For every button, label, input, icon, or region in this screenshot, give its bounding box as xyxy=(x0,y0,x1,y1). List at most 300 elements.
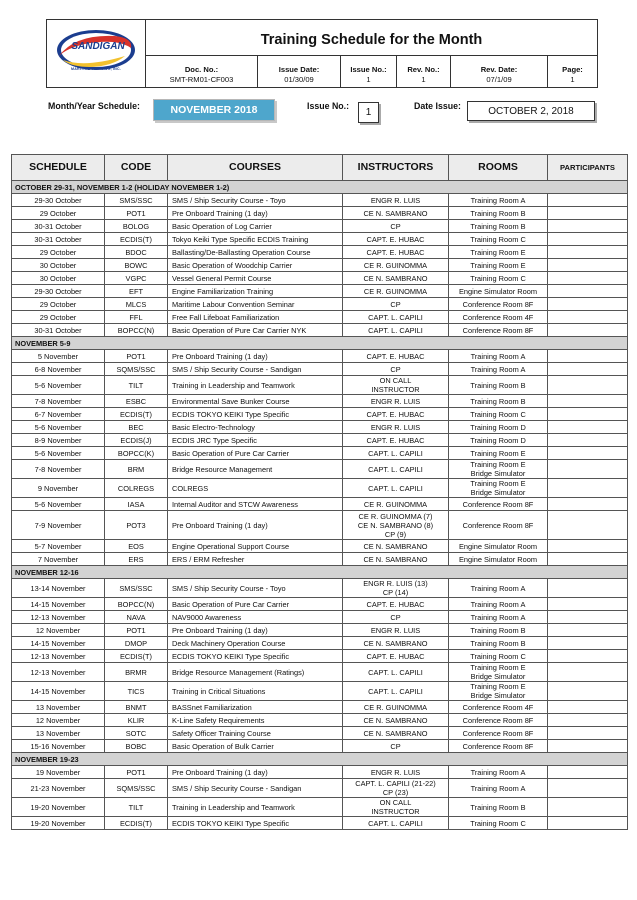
participants-cell xyxy=(548,233,628,246)
room-cell: Training Room E Bridge Simulator xyxy=(449,460,548,479)
instructor-cell: CP xyxy=(343,298,449,311)
section-title: OCTOBER 29-31, NOVEMBER 1-2 (HOLIDAY NOVEMBER 1-2) xyxy=(12,181,628,194)
table-row xyxy=(12,324,628,337)
date-issue-label: Date Issue: xyxy=(414,101,461,111)
instructor-cell: CAPT. E. HUBAC xyxy=(343,246,449,259)
code-cell: BOBC xyxy=(105,740,168,753)
code-cell: EOS xyxy=(105,540,168,553)
course-cell: Pre Onboard Training (1 day) xyxy=(168,624,343,637)
course-cell: Basic Operation of Log Carrier xyxy=(168,220,343,233)
table-row xyxy=(12,220,628,233)
participants-cell xyxy=(548,766,628,779)
code-cell: BNMT xyxy=(105,701,168,714)
instructor-cell: CAPT. E. HUBAC xyxy=(343,350,449,363)
schedule-cell: 7-8 November xyxy=(12,460,105,479)
participants-cell xyxy=(548,246,628,259)
meta-label: Doc. No.: xyxy=(184,65,219,74)
participants-cell xyxy=(548,350,628,363)
table-row xyxy=(12,779,628,798)
participants-cell xyxy=(548,259,628,272)
room-cell: Training Room B xyxy=(449,798,548,817)
room-cell: Conference Room 8F xyxy=(449,740,548,753)
company-logo xyxy=(55,26,137,80)
code-cell: MLCS xyxy=(105,298,168,311)
schedule-table xyxy=(11,154,628,830)
code-cell: ESBC xyxy=(105,395,168,408)
schedule-cell: 30-31 October xyxy=(12,220,105,233)
participants-cell xyxy=(548,553,628,566)
header-courses: COURSES xyxy=(168,155,343,181)
instructor-cell: CE R. GUINOMMA xyxy=(343,285,449,298)
schedule-cell: 14-15 November xyxy=(12,598,105,611)
table-row xyxy=(12,650,628,663)
participants-cell xyxy=(548,376,628,395)
schedule-cell: 29-30 October xyxy=(12,194,105,207)
course-cell: NAV9000 Awareness xyxy=(168,611,343,624)
code-cell: TICS xyxy=(105,682,168,701)
participants-cell xyxy=(548,479,628,498)
participants-cell xyxy=(548,663,628,682)
schedule-cell: 13 November xyxy=(12,727,105,740)
participants-cell xyxy=(548,447,628,460)
table-row xyxy=(12,714,628,727)
title-cell xyxy=(146,20,597,56)
code-cell: BOPCC(N) xyxy=(105,324,168,337)
participants-cell xyxy=(548,220,628,233)
course-cell: BASSnet Familiarization xyxy=(168,701,343,714)
course-cell: ECDIS TOKYO KEIKI Type Specific xyxy=(168,408,343,421)
schedule-cell: 5-6 November xyxy=(12,421,105,434)
course-cell: SMS / Ship Security Course - Sandigan xyxy=(168,779,343,798)
section-header-row xyxy=(12,753,628,766)
participants-cell xyxy=(548,650,628,663)
table-row xyxy=(12,766,628,779)
participants-cell xyxy=(548,460,628,479)
instructor-cell: CP xyxy=(343,220,449,233)
section-header-row xyxy=(12,566,628,579)
code-cell: FFL xyxy=(105,311,168,324)
room-cell: Training Room C xyxy=(449,233,548,246)
schedule-cell: 14-15 November xyxy=(12,682,105,701)
schedule-cell: 8-9 November xyxy=(12,434,105,447)
instructor-cell: CE R. GUINOMMA xyxy=(343,259,449,272)
room-cell: Engine Simulator Room xyxy=(449,285,548,298)
meta-label: Rev. No.: xyxy=(407,65,440,74)
course-cell: Training in Leadership and Teamwork xyxy=(168,798,343,817)
issue-no-value: 1 xyxy=(358,102,379,123)
table-row xyxy=(12,817,628,830)
schedule-cell: 5-6 November xyxy=(12,376,105,395)
logo-text: SANDIGAN xyxy=(71,41,125,52)
code-cell: ECDIS(T) xyxy=(105,408,168,421)
participants-cell xyxy=(548,434,628,447)
instructor-cell: CAPT. E. HUBAC xyxy=(343,233,449,246)
schedule-cell: 19-20 November xyxy=(12,798,105,817)
schedule-cell: 21-23 November xyxy=(12,779,105,798)
room-cell: Training Room A xyxy=(449,766,548,779)
schedule-cell: 30-31 October xyxy=(12,324,105,337)
course-cell: Basic Operation of Pure Car Carrier xyxy=(168,598,343,611)
participants-cell xyxy=(548,207,628,220)
code-cell: BEC xyxy=(105,421,168,434)
schedule-cell: 29 October xyxy=(12,246,105,259)
instructor-cell: CP xyxy=(343,363,449,376)
page-title: Training Schedule for the Month xyxy=(260,32,483,48)
participants-cell xyxy=(548,817,628,830)
course-cell: Vessel General Permit Course xyxy=(168,272,343,285)
course-cell: Tokyo Keiki Type Specific ECDIS Training xyxy=(168,233,343,246)
instructor-cell: CAPT. L. CAPILI (21-22) CP (23) xyxy=(343,779,449,798)
course-cell: COLREGS xyxy=(168,479,343,498)
schedule-cell: 19 November xyxy=(12,766,105,779)
instructor-cell: CE R. GUINOMMA xyxy=(343,498,449,511)
code-cell: TILT xyxy=(105,376,168,395)
course-cell: Basic Operation of Pure Car Carrier xyxy=(168,447,343,460)
code-cell: ECDIS(J) xyxy=(105,434,168,447)
date-issue-value: OCTOBER 2, 2018 xyxy=(467,101,595,121)
code-cell: BOPCC(K) xyxy=(105,447,168,460)
code-cell: BDOC xyxy=(105,246,168,259)
course-cell: Pre Onboard Training (1 day) xyxy=(168,207,343,220)
room-cell: Conference Room 8F xyxy=(449,298,548,311)
instructor-cell: CAPT. E. HUBAC xyxy=(343,408,449,421)
room-cell: Training Room E xyxy=(449,246,548,259)
course-cell: Engine Familiarization Training xyxy=(168,285,343,298)
table-row xyxy=(12,553,628,566)
table-row xyxy=(12,285,628,298)
room-cell: Conference Room 8F xyxy=(449,498,548,511)
room-cell: Conference Room 8F xyxy=(449,727,548,740)
table-row xyxy=(12,637,628,650)
participants-cell xyxy=(548,408,628,421)
course-cell: Internal Auditor and STCW Awareness xyxy=(168,498,343,511)
course-cell: Maritime Labour Convention Seminar xyxy=(168,298,343,311)
table-row xyxy=(12,376,628,395)
course-cell: ECDIS JRC Type Specific xyxy=(168,434,343,447)
participants-cell xyxy=(548,682,628,701)
participants-cell xyxy=(548,285,628,298)
schedule-cell: 12-13 November xyxy=(12,663,105,682)
schedule-cell: 5 November xyxy=(12,350,105,363)
section-header-row xyxy=(12,181,628,194)
table-row xyxy=(12,259,628,272)
code-cell: NAVA xyxy=(105,611,168,624)
logo-subtext: MARITIME TRAINING, INC. xyxy=(71,67,121,71)
table-row xyxy=(12,311,628,324)
instructor-cell: CE N. SAMBRANO xyxy=(343,727,449,740)
schedule-cell: 7-9 November xyxy=(12,511,105,540)
course-cell: Engine Operational Support Course xyxy=(168,540,343,553)
room-cell: Conference Room 8F xyxy=(449,324,548,337)
schedule-cell: 6-7 November xyxy=(12,408,105,421)
course-cell: Basic Operation of Pure Car Carrier NYK xyxy=(168,324,343,337)
instructor-cell: CAPT. L. CAPILI xyxy=(343,682,449,701)
participants-cell xyxy=(548,272,628,285)
schedule-cell: 19-20 November xyxy=(12,817,105,830)
table-body xyxy=(12,181,628,830)
meta-doc-no xyxy=(146,56,258,87)
participants-cell xyxy=(548,740,628,753)
instructor-cell: CAPT. L. CAPILI xyxy=(343,460,449,479)
code-cell: TILT xyxy=(105,798,168,817)
room-cell: Training Room A xyxy=(449,194,548,207)
schedule-cell: 9 November xyxy=(12,479,105,498)
section-title: NOVEMBER 12-16 xyxy=(12,566,628,579)
code-cell: POT3 xyxy=(105,511,168,540)
meta-value: SMT-RM01-CF003 xyxy=(169,75,234,84)
code-cell: SMS/SSC xyxy=(105,194,168,207)
table-row xyxy=(12,579,628,598)
schedule-cell: 5-6 November xyxy=(12,447,105,460)
room-cell: Training Room E xyxy=(449,259,548,272)
table-row xyxy=(12,233,628,246)
room-cell: Training Room A xyxy=(449,350,548,363)
participants-cell xyxy=(548,511,628,540)
room-cell: Training Room B xyxy=(449,220,548,233)
meta-value: 07/1/09 xyxy=(486,75,512,84)
participants-cell xyxy=(548,363,628,376)
table-row xyxy=(12,408,628,421)
table-row xyxy=(12,727,628,740)
course-cell: Safety Officer Training Course xyxy=(168,727,343,740)
participants-cell xyxy=(548,701,628,714)
room-cell: Training Room A xyxy=(449,579,548,598)
table-row xyxy=(12,272,628,285)
schedule-bar xyxy=(0,99,637,125)
instructor-cell: CE N. SAMBRANO xyxy=(343,540,449,553)
table-row xyxy=(12,363,628,376)
course-cell: Pre Onboard Training (1 day) xyxy=(168,766,343,779)
table-row xyxy=(12,540,628,553)
participants-cell xyxy=(548,579,628,598)
schedule-cell: 12 November xyxy=(12,624,105,637)
logo-cell xyxy=(47,20,146,87)
code-cell: POT1 xyxy=(105,766,168,779)
instructor-cell: CAPT. L. CAPILI xyxy=(343,311,449,324)
participants-cell xyxy=(548,798,628,817)
schedule-cell: 15-16 November xyxy=(12,740,105,753)
course-cell: Ballasting/De-Ballasting Operation Course xyxy=(168,246,343,259)
participants-cell xyxy=(548,298,628,311)
document-header xyxy=(46,19,598,88)
schedule-cell: 30 October xyxy=(12,272,105,285)
issue-no-label: Issue No.: xyxy=(307,101,350,111)
course-cell: Basic Electro-Technology xyxy=(168,421,343,434)
table-row xyxy=(12,246,628,259)
code-cell: IASA xyxy=(105,498,168,511)
schedule-cell: 12-13 November xyxy=(12,611,105,624)
table-row xyxy=(12,434,628,447)
month-year-value: NOVEMBER 2018 xyxy=(153,99,275,121)
table-row xyxy=(12,447,628,460)
room-cell: Training Room B xyxy=(449,637,548,650)
participants-cell xyxy=(548,395,628,408)
schedule-cell: 5-7 November xyxy=(12,540,105,553)
code-cell: DMOP xyxy=(105,637,168,650)
table-row xyxy=(12,460,628,479)
participants-cell xyxy=(548,311,628,324)
month-year-label: Month/Year Schedule: xyxy=(48,101,140,111)
course-cell: SMS / Ship Security Course - Toyo xyxy=(168,579,343,598)
code-cell: POT1 xyxy=(105,207,168,220)
participants-cell xyxy=(548,624,628,637)
course-cell: SMS / Ship Security Course - Sandigan xyxy=(168,363,343,376)
participants-cell xyxy=(548,714,628,727)
participants-cell xyxy=(548,498,628,511)
course-cell: Pre Onboard Training (1 day) xyxy=(168,511,343,540)
table-row xyxy=(12,207,628,220)
instructor-cell: CAPT. L. CAPILI xyxy=(343,447,449,460)
course-cell: Basic Operation of Bulk Carrier xyxy=(168,740,343,753)
room-cell: Training Room A xyxy=(449,363,548,376)
meta-label: Page: xyxy=(562,65,583,74)
code-cell: BOPCC(N) xyxy=(105,598,168,611)
meta-rev-date xyxy=(451,56,548,87)
instructor-cell: ON CALL INSTRUCTOR xyxy=(343,376,449,395)
table-row xyxy=(12,350,628,363)
course-cell: SMS / Ship Security Course - Toyo xyxy=(168,194,343,207)
instructor-cell: CE R. GUINOMMA (7) CE N. SAMBRANO (8) CP (9) xyxy=(343,511,449,540)
instructor-cell: CE N. SAMBRANO xyxy=(343,553,449,566)
room-cell: Conference Room 8F xyxy=(449,714,548,727)
room-cell: Training Room B xyxy=(449,207,548,220)
instructor-cell: CAPT. L. CAPILI xyxy=(343,817,449,830)
schedule-cell: 29-30 October xyxy=(12,285,105,298)
course-cell: K-Line Safety Requirements xyxy=(168,714,343,727)
participants-cell xyxy=(548,779,628,798)
instructor-cell: CE R. GUINOMMA xyxy=(343,701,449,714)
room-cell: Training Room D xyxy=(449,421,548,434)
room-cell: Training Room E Bridge Simulator xyxy=(449,479,548,498)
course-cell: Deck Machinery Operation Course xyxy=(168,637,343,650)
room-cell: Training Room D xyxy=(449,434,548,447)
instructor-cell: CP xyxy=(343,740,449,753)
header-rooms: ROOMS xyxy=(449,155,548,181)
code-cell: BOWC xyxy=(105,259,168,272)
table-row xyxy=(12,798,628,817)
meta-value: 1 xyxy=(570,75,575,84)
instructor-cell: ON CALL INSTRUCTOR xyxy=(343,798,449,817)
room-cell: Training Room A xyxy=(449,611,548,624)
header-instructors: INSTRUCTORS xyxy=(343,155,449,181)
course-cell: ECDIS TOKYO KEIKI Type Specific xyxy=(168,650,343,663)
table-row xyxy=(12,740,628,753)
instructor-cell: CAPT. E. HUBAC xyxy=(343,434,449,447)
schedule-cell: 7-8 November xyxy=(12,395,105,408)
code-cell: BOLOG xyxy=(105,220,168,233)
room-cell: Training Room C xyxy=(449,272,548,285)
meta-value: 1 xyxy=(421,75,426,84)
header-schedule: SCHEDULE xyxy=(12,155,105,181)
table-row xyxy=(12,194,628,207)
code-cell: KLIR xyxy=(105,714,168,727)
code-cell: ECDIS(T) xyxy=(105,650,168,663)
course-cell: Pre Onboard Training (1 day) xyxy=(168,350,343,363)
instructor-cell: CAPT. E. HUBAC xyxy=(343,598,449,611)
instructor-cell: CP xyxy=(343,611,449,624)
schedule-cell: 30 October xyxy=(12,259,105,272)
instructor-cell: CAPT. L. CAPILI xyxy=(343,324,449,337)
schedule-cell: 29 October xyxy=(12,298,105,311)
table-row xyxy=(12,298,628,311)
room-cell: Conference Room 4F xyxy=(449,701,548,714)
table-row xyxy=(12,421,628,434)
code-cell: SQMS/SSC xyxy=(105,363,168,376)
room-cell: Training Room E xyxy=(449,447,548,460)
meta-page xyxy=(548,56,597,87)
schedule-cell: 14-15 November xyxy=(12,637,105,650)
header-code: CODE xyxy=(105,155,168,181)
table-row xyxy=(12,395,628,408)
room-cell: Training Room E Bridge Simulator xyxy=(449,682,548,701)
course-cell: ECDIS TOKYO KEIKI Type Specific xyxy=(168,817,343,830)
code-cell: ERS xyxy=(105,553,168,566)
code-cell: BRMR xyxy=(105,663,168,682)
meta-label: Rev. Date: xyxy=(480,65,518,74)
code-cell: ECDIS(T) xyxy=(105,817,168,830)
table-row xyxy=(12,624,628,637)
schedule-cell: 7 November xyxy=(12,553,105,566)
instructor-cell: ENGR R. LUIS xyxy=(343,766,449,779)
table-row xyxy=(12,511,628,540)
table-row xyxy=(12,663,628,682)
instructor-cell: ENGR R. LUIS xyxy=(343,421,449,434)
participants-cell xyxy=(548,324,628,337)
instructor-cell: ENGR R. LUIS (13) CP (14) xyxy=(343,579,449,598)
code-cell: VGPC xyxy=(105,272,168,285)
participants-cell xyxy=(548,637,628,650)
instructor-cell: CAPT. L. CAPILI xyxy=(343,479,449,498)
code-cell: ECDIS(T) xyxy=(105,233,168,246)
meta-value: 1 xyxy=(366,75,371,84)
schedule-cell: 12-13 November xyxy=(12,650,105,663)
room-cell: Training Room C xyxy=(449,650,548,663)
schedule-cell: 5-6 November xyxy=(12,498,105,511)
instructor-cell: ENGR R. LUIS xyxy=(343,624,449,637)
table-row xyxy=(12,611,628,624)
code-cell: POT1 xyxy=(105,624,168,637)
room-cell: Training Room A xyxy=(449,598,548,611)
room-cell: Training Room B xyxy=(449,624,548,637)
schedule-cell: 29 October xyxy=(12,207,105,220)
room-cell: Engine Simulator Room xyxy=(449,553,548,566)
schedule-cell: 30-31 October xyxy=(12,233,105,246)
course-cell: Training in Leadership and Teamwork xyxy=(168,376,343,395)
room-cell: Engine Simulator Room xyxy=(449,540,548,553)
room-cell: Training Room C xyxy=(449,817,548,830)
section-title: NOVEMBER 5-9 xyxy=(12,337,628,350)
meta-label: Issue Date: xyxy=(278,65,320,74)
room-cell: Training Room C xyxy=(449,408,548,421)
participants-cell xyxy=(548,611,628,624)
code-cell: COLREGS xyxy=(105,479,168,498)
schedule-cell: 13 November xyxy=(12,701,105,714)
room-cell: Conference Room 8F xyxy=(449,511,548,540)
code-cell: EFT xyxy=(105,285,168,298)
meta-issue-no xyxy=(341,56,397,87)
table-row xyxy=(12,598,628,611)
room-cell: Conference Room 4F xyxy=(449,311,548,324)
course-cell: Environmental Save Bunker Course xyxy=(168,395,343,408)
participants-cell xyxy=(548,421,628,434)
meta-value: 01/30/09 xyxy=(284,75,314,84)
participants-cell xyxy=(548,727,628,740)
section-header-row xyxy=(12,337,628,350)
code-cell: POT1 xyxy=(105,350,168,363)
meta-label: Issue No.: xyxy=(350,65,387,74)
room-cell: Training Room A xyxy=(449,779,548,798)
course-cell: Bridge Resource Management xyxy=(168,460,343,479)
